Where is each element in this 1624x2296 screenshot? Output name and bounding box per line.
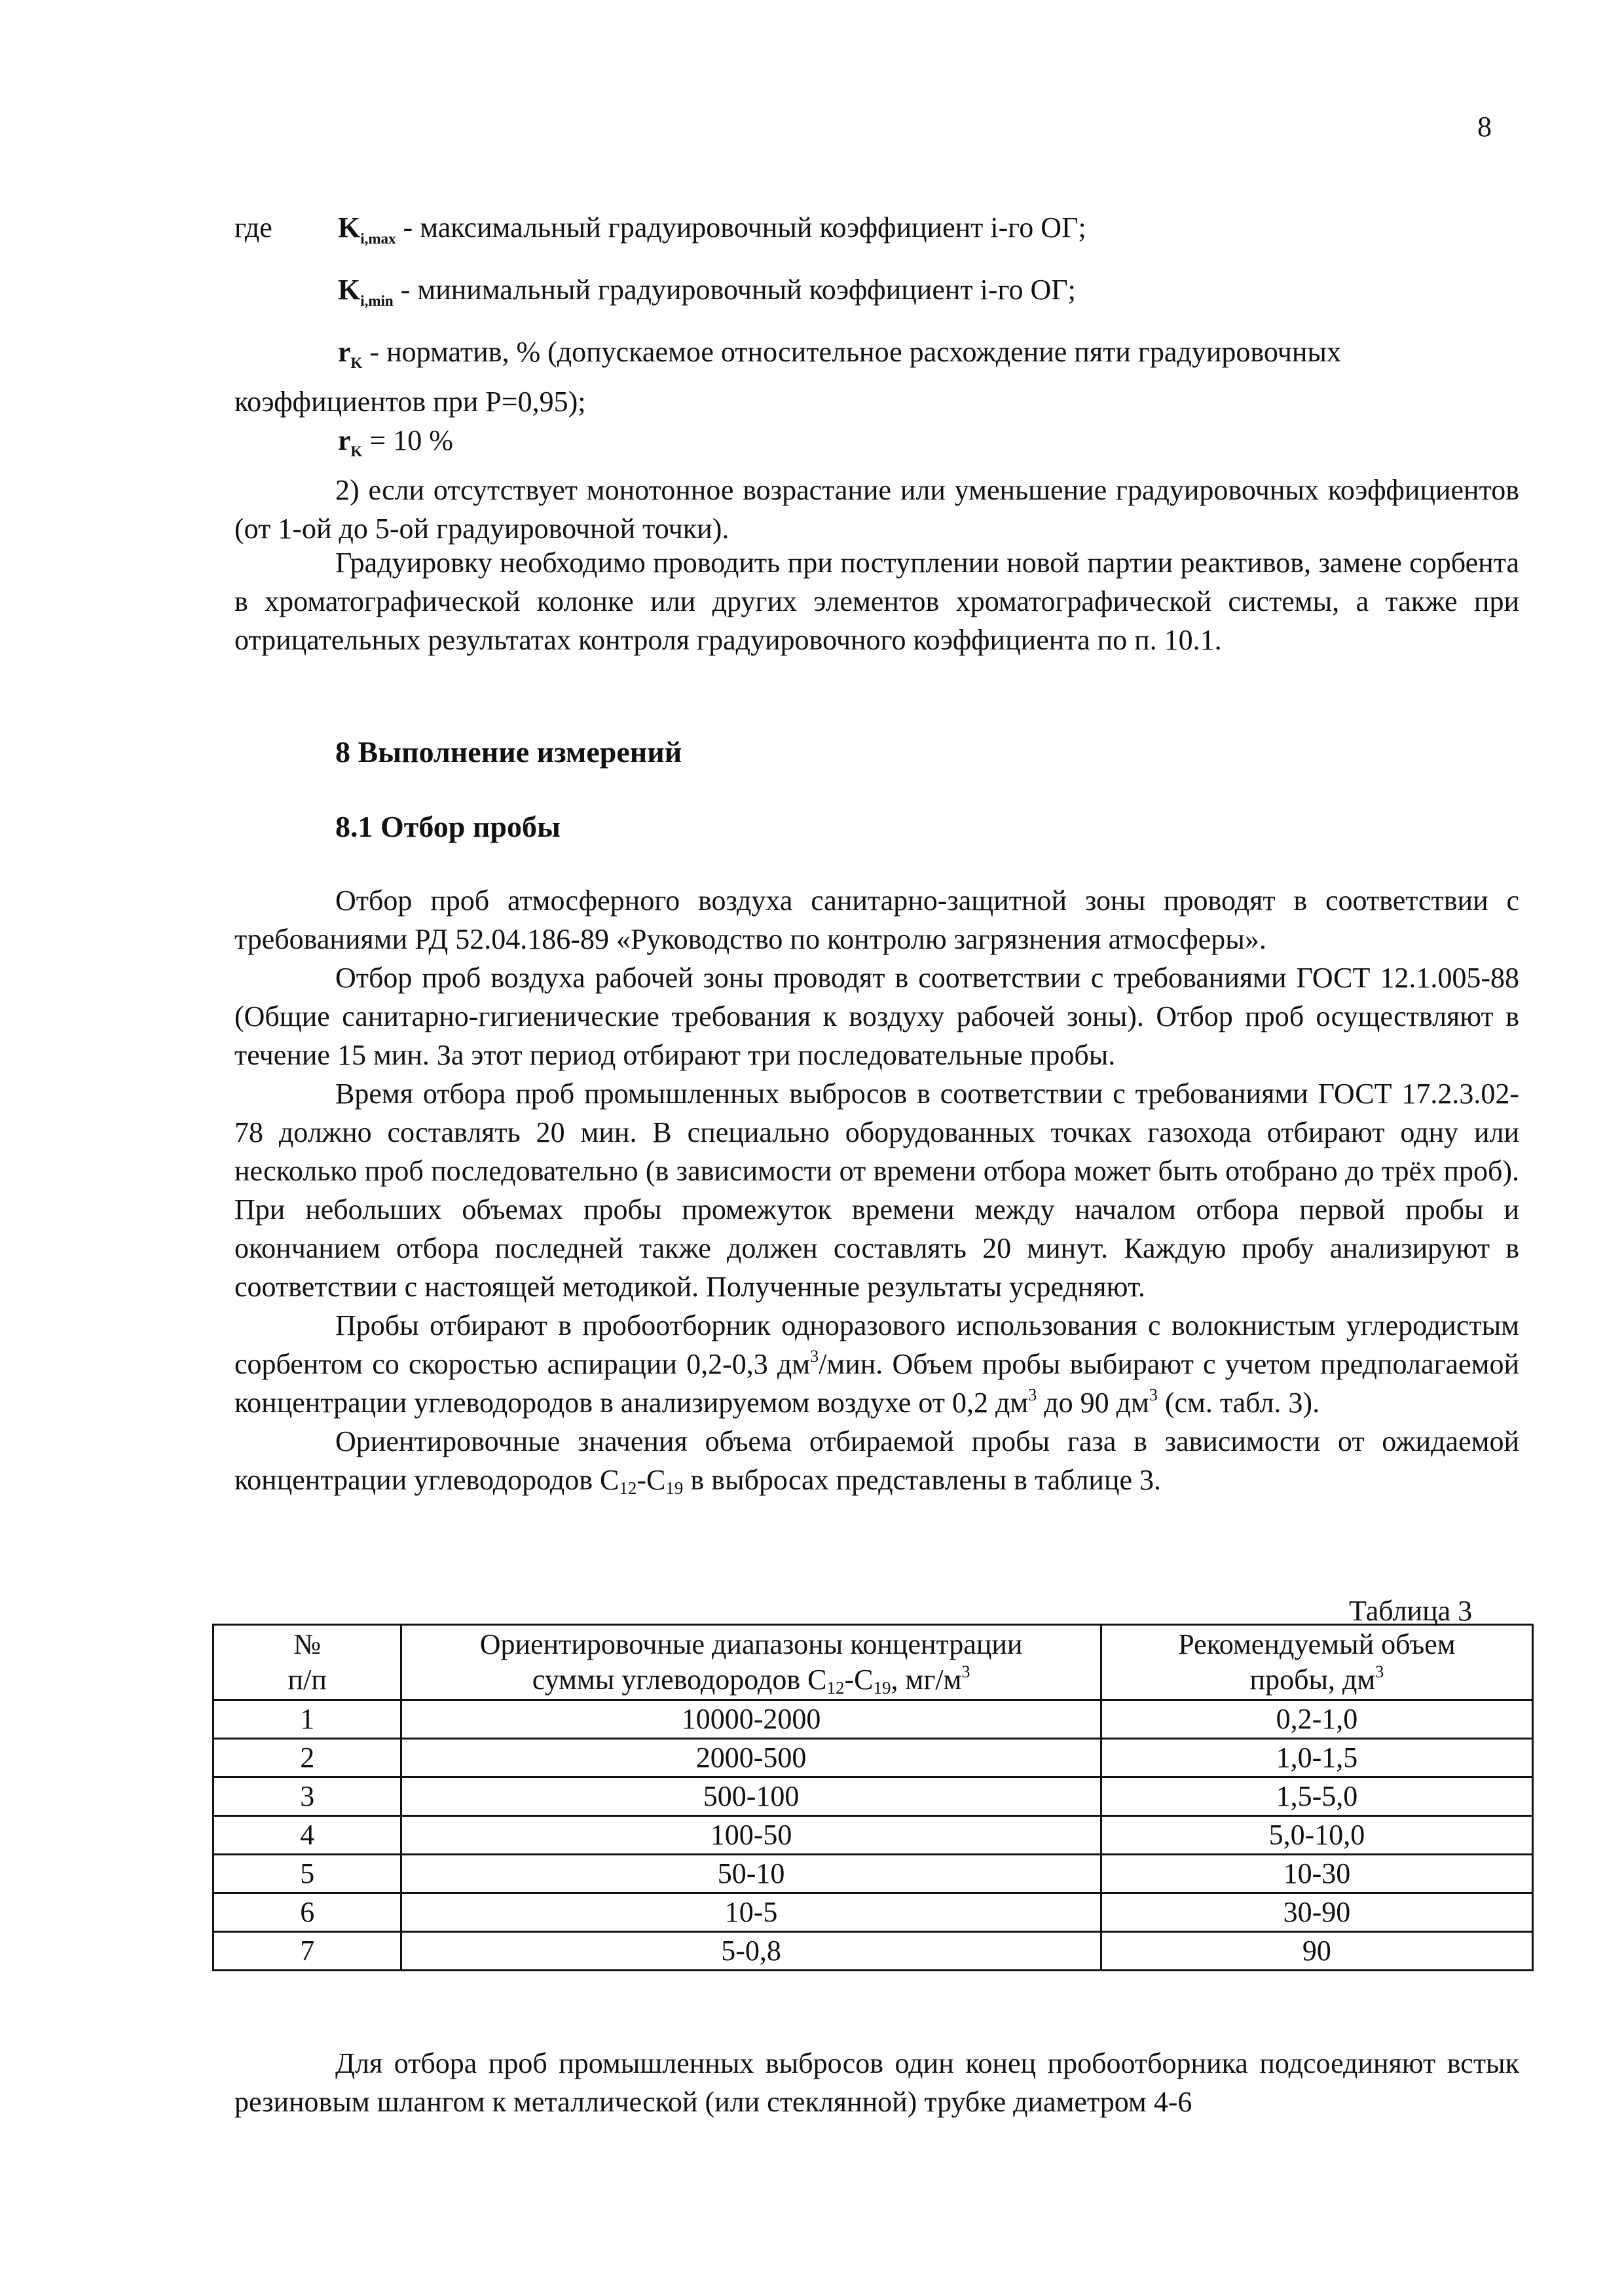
symbol-subscript: K — [350, 355, 363, 371]
table-row — [213, 1816, 1533, 1855]
symbol-subscript: i,max — [360, 230, 396, 247]
paragraph-condition-2: 2) если отсутствует монотонное возрастание или уменьшение градуировочных коэффициентов (от 1-ой до 5-ой градуировочной точки). — [234, 474, 1519, 545]
cell-volume: 0,2-1,0 — [1101, 1700, 1532, 1739]
table-row — [213, 1893, 1533, 1932]
symbol-r: r — [338, 424, 351, 456]
header-sample-volume: Рекомендуемый объем пробы, $дм^3$ — [1101, 1625, 1532, 1700]
cell-volume: 10-30 — [1101, 1855, 1532, 1893]
definition-text: - максимальный градуировочный коэффициент i-го ОГ; — [396, 211, 1086, 244]
table-row — [213, 1855, 1533, 1893]
symbol-subscript: i,min — [360, 293, 394, 309]
cell-volume: 1,0-1,5 — [1101, 1739, 1532, 1777]
paragraph-sampling-5: Ориентировочные значения объема отбираемой пробы газа в зависимости от ожидаемой концентрации углеводородов $С_{12}-С_{19}$ в выбросах представлены в таблице 3. — [234, 1425, 1519, 1498]
cell-number: 1 — [213, 1700, 401, 1739]
paragraph-final: Для отбора проб промышленных выбросов один конец пробоотборника подсоединяют встык резиновым шлангом к металлической (или стеклянной) трубке диаметром 4-6 — [234, 2047, 1519, 2118]
table-row — [213, 1739, 1533, 1777]
symbol-k: K — [338, 274, 361, 306]
cell-range: 5-0,8 — [401, 1932, 1101, 1971]
symbol-r: r — [338, 336, 351, 368]
cell-range: 500-100 — [401, 1777, 1101, 1816]
cell-volume: 30-90 — [1101, 1893, 1532, 1932]
cell-range: 10-5 — [401, 1893, 1101, 1932]
cell-number: 3 — [213, 1777, 401, 1816]
table-header-row — [213, 1625, 1533, 1700]
cell-range: 2000-500 — [401, 1739, 1101, 1777]
cell-number: 5 — [213, 1855, 401, 1893]
sampling-block — [234, 881, 1519, 1499]
paragraph-calibration: Градуировку необходимо проводить при поступлении новой партии реактивов, замене сорбента в хроматографической колонке или других элементов хроматографической системы, а также при отрицательных результатах контроля градуировочного коэффициента по п. 10.1. — [234, 547, 1519, 656]
definitions-block — [234, 208, 1519, 548]
cell-range: 10000-2000 — [401, 1700, 1101, 1739]
symbol-subscript: K — [350, 443, 363, 460]
section-8-1-title: 8.1 Отбор пробы — [335, 810, 561, 843]
paragraph-sampling-4: Пробы отбирают в пробоотборник одноразового использования с волокнистым углеродистым сорбентом со скоростью аспирации 0,2-0,3 $дм^3$/мин. Объем пробы выбирают с учетом предполагаемой концентрации углеводородов в анализируемом воздухе от 0,2 $дм^3$ до 90 $дм^3$ (см. табл. 3). — [234, 1309, 1519, 1419]
paragraph-sampling-1: Отбор проб атмосферного воздуха санитарно-защитной зоны проводят в соответствии с требованиями РД 52.04.186-89 «Руководство по контролю загрязнения атмосферы». — [234, 884, 1519, 955]
definition-k-max — [234, 208, 1519, 258]
table-3 — [212, 1624, 1534, 1971]
cell-range: 50-10 — [401, 1855, 1101, 1893]
page-number: 8 — [1477, 111, 1492, 143]
cell-number: 2 — [213, 1739, 401, 1777]
cell-number: 4 — [213, 1816, 401, 1855]
paragraph-sampling-2: Отбор проб воздуха рабочей зоны проводят в соответствии с требованиями ГОСТ 12.1.005-88 (Общие санитарно-гигиенические требования к воздуху рабочей зоны). Отбор проб осуществляют в течение 15 мин. За этот период отбирают три последовательные пробы. — [234, 962, 1519, 1071]
header-number: № п/п — [213, 1625, 401, 1700]
cell-volume: 1,5-5,0 — [1101, 1777, 1532, 1816]
definition-text: - минимальный градуировочный коэффициент i-го ОГ; — [393, 274, 1076, 306]
cell-range: 100-50 — [401, 1816, 1101, 1855]
definition-rk — [234, 333, 1519, 471]
cell-volume: 90 — [1101, 1932, 1532, 1971]
rk-value: = 10 % — [362, 424, 453, 456]
table-row — [213, 1932, 1533, 1971]
where-label: где — [234, 211, 272, 244]
paragraph-sampling-3: Время отбора проб промышленных выбросов в соответствии с требованиями ГОСТ 17.2.3.02-78 должно составлять 20 мин. В специально оборудованных точках газохода отбирают одну или несколько проб последовательно (в зависимости от времени отбора может быть отобрано до трёх проб). При небольших объемах пробы промежуток времени между началом отбора первой пробы и окончанием отбора последней также должен составлять 20 минут. Каждую пробу анализируют в соответствии с настоящей методикой. Полученные результаты усредняют. — [234, 1078, 1519, 1303]
definition-text: - норматив, % (допускаемое относительное расхождение пяти градуировочных — [362, 336, 1341, 368]
section-8-title: 8 Выполнение измерений — [335, 735, 682, 769]
cell-volume: 5,0-10,0 — [1101, 1816, 1532, 1855]
table-caption: Таблица 3 — [1349, 1595, 1473, 1627]
cell-number: 7 — [213, 1932, 401, 1971]
header-concentration-range: Ориентировочные диапазоны концентрации суммы углеводородов $С_{12}-С_{19}$, $мг/м^3$ — [401, 1625, 1101, 1700]
table-row — [213, 1700, 1533, 1739]
definition-continuation: коэффициентов при Р=0,95); — [234, 386, 586, 418]
cell-number: 6 — [213, 1893, 401, 1932]
symbol-k: K — [338, 211, 361, 244]
definition-k-min — [234, 270, 1519, 320]
table-row — [213, 1777, 1533, 1816]
